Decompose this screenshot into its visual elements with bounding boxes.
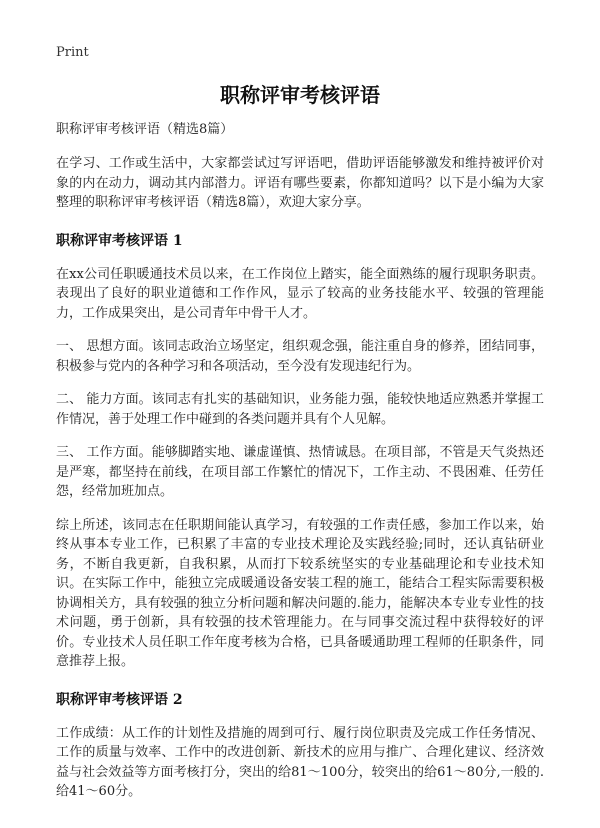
section-1-paragraph: 综上所述，该同志在任职期间能认真学习，有较强的工作责任感，参加工作以来，始终从事本专业工作，已积累了丰富的专业技术理论及实践经验;同时，还认真钻研业务，不断自我更新，自我积累，从而打下较系统坚实的专业基础理论和专业技术知识。在实际工作中，能独立完成暖通设备安装工程的施工，能结合工程实际需要积极协调相关方，具有较强的独立分析问题和解决问题的.能力，能解决本专业专业性的技术问题，勇于创新，具有较强的技术管理能力。在与同事交流过程中获得较好的评价。专业技术人员任职工作年度考核为合格，已具备暖通助理工程师的任职条件，同意推荐上报。 [56, 517, 544, 669]
section-1-paragraph: 在xx公司任职暖通技术员以来，在工作岗位上踏实，能全面熟练的履行现职务职责。表现出了良好的职业道德和工作作风，显示了较高的业务技能水平、较强的管理能力，工作成果突出，是公司青年中骨干人才。 [56, 266, 544, 321]
section-1-heading: 职称评审考核评语 1 [56, 232, 183, 249]
document-subtitle: 职称评审考核评语（精选8篇） [56, 122, 234, 137]
section-1-paragraph: 一、 思想方面。该同志政治立场坚定，组织观念强，能注重自身的修养，团结同事，积极参与党内的各种学习和各项活动，至今没有发现违纪行为。 [56, 339, 544, 374]
section-2-paragraph: 工作成绩：从工作的计划性及措施的周到可行、履行岗位职责及完成工作任务情况、工作的质量与效率、工作中的改进创新、新技术的应用与推广、合理化建议、经济效益与社会效益等方面考核打分，突出的给81～100分，较突出的给61～80分,一般的.给41～60分。 [56, 725, 544, 799]
intro-paragraph: 在学习、工作或生活中，大家都尝试过写评语吧，借助评语能够激发和维持被评价对象的内在动力，调动其内部潜力。评语有哪些要素，你都知道吗？以下是小编为大家整理的职称评审考核评语（精选8篇），欢迎大家分享。 [56, 156, 544, 210]
document-title: 职称评审考核评语 [220, 83, 380, 107]
section-1-paragraph: 二、 能力方面。该同志有扎实的基础知识，业务能力强，能较快地适应熟悉并掌握工作情况，善于处理工作中碰到的各类问题并具有个人见解。 [56, 392, 544, 427]
section-1-paragraph: 三、 工作方面。能够脚踏实地、谦虚谨慎、热情诚恳。在项目部，不管是天气炎热还是严寒，都坚持在前线，在项目部工作繁忙的情况下，工作主动、不畏困难、任劳任怨，经常加班加点。 [56, 445, 544, 499]
section-2-heading: 职称评审考核评语 2 [56, 691, 183, 708]
print-link[interactable]: Print [56, 45, 89, 60]
